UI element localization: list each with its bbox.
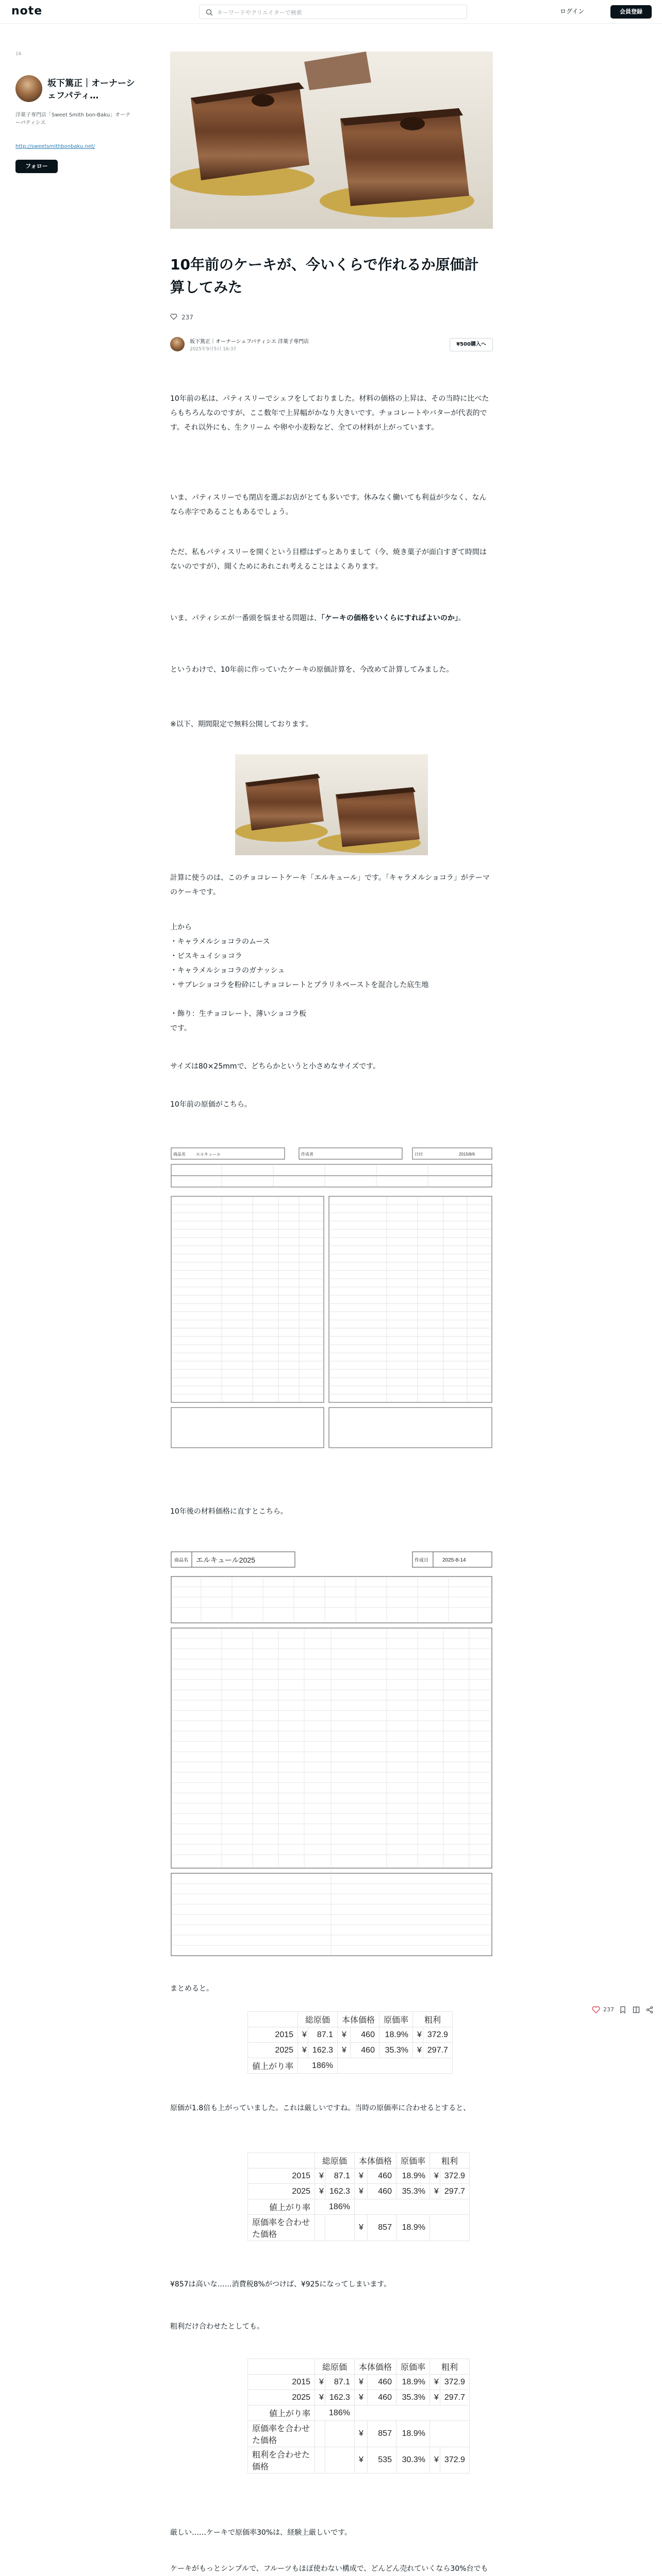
table-cell: 値上がり率 — [248, 2405, 315, 2421]
table-row — [248, 2058, 453, 2074]
table-cell: ¥ — [429, 2390, 440, 2405]
table-cell: 372.9 — [440, 2168, 469, 2184]
table-cell: 2015 — [248, 2027, 298, 2043]
table-cell — [354, 2405, 469, 2421]
table-cell — [325, 2421, 354, 2447]
paragraph-11: 10年後の材料価格に直すとこちら。 — [170, 1507, 288, 1516]
cost-sheet-2015-grid — [170, 1147, 493, 1459]
table-header-cell: 粗利 — [429, 2153, 469, 2168]
table-cell: 18.9% — [396, 2215, 429, 2241]
table-cell: 535 — [368, 2447, 396, 2473]
table-cell — [248, 2012, 298, 2027]
table-cell: 2015 — [248, 2375, 315, 2390]
table-cell: 値上がり率 — [248, 2199, 315, 2215]
paragraph-8-line-5: ・サブレショコラを粉砕にしチョコレートとプラリネペーストを混合した底生地 — [170, 981, 429, 989]
table-header-cell: 原価率 — [379, 2012, 412, 2027]
table-row — [248, 2375, 470, 2390]
table-cell: 857 — [368, 2421, 396, 2447]
table-row — [248, 2199, 470, 2215]
sheet2-date: 2025-8-14 — [442, 1557, 466, 1563]
table-cell: ¥ — [315, 2390, 325, 2405]
table-header-cell: 総原価 — [315, 2153, 355, 2168]
table-row — [248, 2447, 470, 2473]
paragraph-5: というわけで、10年前に作っていたケーキの原価計算を、今改めて計算してみました。 — [170, 666, 454, 674]
table-cell: ¥ — [354, 2375, 367, 2390]
article-author-row — [170, 335, 493, 353]
paragraph-4-a: いま、パティシエが一番頭を悩ませる問題は、 — [170, 614, 321, 622]
table-header-row — [248, 2012, 453, 2027]
sheet1-label-author: 作成者 — [301, 1152, 313, 1157]
table-header-cell: 粗利 — [413, 2012, 453, 2027]
note-logo[interactable]: note — [11, 5, 43, 18]
table-cell: 2025 — [248, 2184, 315, 2199]
heart-icon[interactable] — [592, 2006, 600, 2014]
paragraph-8-line-1: 上から — [170, 923, 192, 931]
table-cell: 35.3% — [396, 2390, 429, 2405]
table-cell: 460 — [368, 2168, 396, 2184]
paragraph-4 — [170, 611, 493, 625]
table-cell: 2015 — [248, 2168, 315, 2184]
bookmark-icon[interactable] — [619, 2006, 627, 2014]
paragraph-9: サイズは80×25mmで、どちらかというと小さめなサイズです。 — [170, 1062, 380, 1071]
table-cell: ¥ — [337, 2043, 350, 2058]
paragraph-16: 厳しい……ケーキで原価率30%は、経験上厳しいです。 — [170, 2529, 352, 2537]
site-header — [0, 0, 662, 24]
paragraph-10: 10年前の原価がこちら。 — [170, 1100, 252, 1109]
floating-actions — [592, 2004, 659, 2016]
table-cell: ¥ — [298, 2027, 308, 2043]
table-cell: ¥ — [429, 2375, 440, 2390]
table-cell: 372.9 — [440, 2447, 469, 2473]
summary-table-1 — [247, 2011, 453, 2074]
signup-button[interactable]: 会員登録 — [610, 5, 652, 19]
article-date: 2025年9月5日 16:37 — [190, 347, 237, 352]
sheet2-label-product: 商品名 — [174, 1557, 189, 1563]
table-header-cell: 粗利 — [429, 2359, 469, 2375]
cost-sheet-2025 — [170, 1551, 493, 1958]
likes-row[interactable] — [170, 313, 193, 321]
share-icon[interactable] — [646, 2006, 654, 2014]
table-cell: 297.7 — [440, 2390, 469, 2405]
table-cell — [248, 2153, 315, 2168]
inline-cake-image — [235, 754, 428, 855]
table-cell: 297.7 — [423, 2043, 452, 2058]
table-cell: ¥ — [429, 2168, 440, 2184]
paragraph-2: いま、パティスリーでも閉店を選ぶお店がとても多いです。休みなく働いても利益が少なく、なんなら赤字であることもあるでしょう。 — [170, 494, 487, 516]
table-cell: ¥ — [298, 2043, 308, 2058]
cake-photo-small — [235, 754, 428, 855]
likes-count: 237 — [181, 314, 193, 321]
table-cell: 186% — [315, 2405, 355, 2421]
table-cell: 35.3% — [396, 2184, 429, 2199]
paragraph-8-line-7: です。 — [170, 1024, 191, 1032]
heart-icon[interactable] — [170, 313, 177, 320]
table-cell: 372.9 — [423, 2027, 452, 2043]
author-mini-avatar[interactable] — [170, 337, 185, 351]
table-cell: 値上がり率 — [248, 2058, 298, 2074]
magazine-icon[interactable] — [632, 2006, 640, 2014]
paragraph-3: ただ、私もパティスリーを開くという目標はずっとありまして（今、焼き菓子が面白すぎて時間はないのですが）、聞くためにあれこれ考えることはよくあります。 — [170, 548, 487, 571]
summary-table-2 — [247, 2153, 470, 2241]
table-cell: 162.3 — [325, 2184, 354, 2199]
sheet1-date: 2015/8/6 — [459, 1152, 475, 1157]
paragraph-17: ケーキがもっとシンプルで、フルーツもほぼ使わない構成で、どんどん売れていくなら30%台でも — [170, 2565, 488, 2573]
table-header-cell: 本体価格 — [354, 2153, 396, 2168]
author-website-link[interactable]: http://sweetsmithbonbaku.net/ — [15, 144, 95, 149]
paragraph-12: まとめると。 — [170, 1985, 213, 1993]
author-name[interactable]: 坂下篤正｜オーナーシェフパティ… — [47, 78, 135, 101]
table-row — [248, 2421, 470, 2447]
table-cell: ¥ — [429, 2447, 440, 2473]
table-cell: ¥ — [413, 2043, 423, 2058]
table-cell — [315, 2447, 325, 2473]
table-row — [248, 2184, 470, 2199]
floating-likes-count: 237 — [603, 2006, 614, 2013]
table-cell: 2025 — [248, 2043, 298, 2058]
summary-table-3 — [247, 2359, 470, 2473]
follow-button[interactable] — [15, 160, 58, 173]
table-cell: 87.1 — [325, 2375, 354, 2390]
table-cell: 18.9% — [396, 2375, 429, 2390]
table-cell: 162.3 — [308, 2043, 337, 2058]
table-cell — [315, 2215, 325, 2241]
table-cell: 162.3 — [325, 2390, 354, 2405]
paragraph-14: ¥857は高いな……消費税8%がつけば、¥925になってしまいます。 — [170, 2280, 391, 2289]
table-cell: ¥ — [429, 2184, 440, 2199]
table-row — [248, 2405, 470, 2421]
search-box[interactable] — [199, 5, 467, 19]
sheet1-product-name: エルキュール — [196, 1152, 221, 1157]
table-cell: 460 — [368, 2375, 396, 2390]
table-cell: 297.7 — [440, 2184, 469, 2199]
table-cell — [337, 2058, 452, 2074]
paragraph-8-line-4: ・キャラメルショコラのガナッシュ — [170, 967, 285, 975]
cake-photo — [170, 52, 493, 229]
sidebar-number: 16 — [15, 52, 22, 57]
cost-sheet-2015 — [170, 1147, 493, 1459]
table-cell: 18.9% — [379, 2027, 412, 2043]
table-cell: 87.1 — [325, 2168, 354, 2184]
sheet1-label-date: 日付 — [415, 1152, 423, 1157]
paragraph-13: 原価が1.8倍も上がっていました。これは厳しいですね。当時の原価率に合わせるとすると、 — [170, 2104, 471, 2112]
paragraph-8-line-2: ・キャラメルショコラのムース — [170, 938, 270, 946]
table-cell: ¥ — [315, 2168, 325, 2184]
table-header-cell: 本体価格 — [354, 2359, 396, 2375]
table-cell — [325, 2215, 354, 2241]
table-header-cell: 本体価格 — [337, 2012, 379, 2027]
table-row — [248, 2215, 470, 2241]
paragraph-7: 計算に使うのは、このチョコレートケーキ「エルキュール」です。「キャラメルショコラ」がテーマのケーキです。 — [170, 874, 490, 896]
table-row — [248, 2027, 453, 2043]
cost-sheet-2025-grid — [170, 1551, 493, 1958]
table-cell: 186% — [315, 2199, 355, 2215]
table-header-cell: 総原価 — [298, 2012, 338, 2027]
paragraph-4-emphasis: 「ケーキの価格をいくらにすればよいのか」 — [321, 614, 458, 622]
paragraph-6: ※以下、期間限定で無料公開しております。 — [170, 720, 313, 728]
table-cell: ¥ — [315, 2375, 325, 2390]
paragraph-8-line-6: ・飾り：生チョコレート、薄いショコラ板 — [170, 1010, 307, 1018]
table-cell: 857 — [368, 2215, 396, 2241]
search-icon — [206, 9, 213, 16]
login-link[interactable]: ログイン — [560, 8, 585, 15]
table-header-cell: 原価率 — [396, 2153, 429, 2168]
author-bio: 洋菓子専門店「Sweet Smith bon-Baku」オーナーパティシエ — [15, 112, 131, 126]
table-cell: 原価率を合わせた価格 — [248, 2215, 315, 2241]
search-input[interactable] — [217, 7, 459, 18]
table-header-row — [248, 2153, 470, 2168]
article-author-name[interactable]: 坂下篤正｜オーナーシェフパティシエ 洋菓子専門店 — [190, 339, 309, 345]
table-cell: 460 — [351, 2043, 379, 2058]
table-cell: 18.9% — [396, 2168, 429, 2184]
table-header-cell: 総原価 — [315, 2359, 355, 2375]
table-cell: 35.3% — [379, 2043, 412, 2058]
table-cell: 460 — [351, 2027, 379, 2043]
buy-button[interactable]: ¥500購入へ — [450, 338, 493, 351]
table-cell — [429, 2421, 469, 2447]
table-cell — [325, 2447, 354, 2473]
table-cell: 粗利を合わせた価格 — [248, 2447, 315, 2473]
article-title: 10年前のケーキが、今いくらで作れるか原価計算してみた — [170, 256, 479, 296]
table-cell — [354, 2199, 469, 2215]
table-cell: ¥ — [354, 2215, 367, 2241]
table-cell: ¥ — [413, 2027, 423, 2043]
sheet2-label-date: 作成日 — [415, 1557, 429, 1563]
author-sidebar — [15, 52, 135, 170]
table-row — [248, 2168, 470, 2184]
table-cell — [315, 2421, 325, 2447]
paragraph-15: 粗利だけ合わせたとしても。 — [170, 2323, 264, 2331]
table-cell: 460 — [368, 2184, 396, 2199]
table-cell: ¥ — [354, 2447, 367, 2473]
table-cell: 30.3% — [396, 2447, 429, 2473]
table-cell: 460 — [368, 2390, 396, 2405]
table-header-row — [248, 2359, 470, 2375]
table-header-cell: 原価率 — [396, 2359, 429, 2375]
table-row — [248, 2043, 453, 2058]
table-cell: 2025 — [248, 2390, 315, 2405]
follow-button-label: フォロー — [25, 163, 48, 170]
hero-cake-image — [170, 52, 493, 229]
table-row — [248, 2390, 470, 2405]
table-cell: ¥ — [354, 2168, 367, 2184]
table-cell: ¥ — [337, 2027, 350, 2043]
paragraph-8-line-3: ・ビスキュイショコラ — [170, 952, 242, 960]
table-cell — [429, 2215, 469, 2241]
author-avatar[interactable] — [15, 75, 42, 102]
table-cell: ¥ — [315, 2184, 325, 2199]
sheet2-product-name: エルキュール2025 — [196, 1556, 255, 1564]
table-cell: 原価率を合わせた価格 — [248, 2421, 315, 2447]
sheet1-label-product: 商品名 — [173, 1152, 186, 1157]
table-cell: 87.1 — [308, 2027, 337, 2043]
paragraph-4-c: 。 — [458, 614, 466, 622]
paragraph-1: 10年前の私は、パティスリーでシェフをしておりました。材料の価格の上昇は、その当時に比べたらもちろんなのですが、ここ数年で上昇幅がかなり大きいです。チョコレートやバターが代表的です。それ以外にも、生クリーム や卵や小麦粉など、全ての材料が上がっています。 — [170, 395, 489, 432]
table-cell — [248, 2359, 315, 2375]
table-cell: ¥ — [354, 2184, 367, 2199]
table-cell: ¥ — [354, 2390, 367, 2405]
table-cell: ¥ — [354, 2421, 367, 2447]
table-cell: 186% — [298, 2058, 338, 2074]
table-cell: 18.9% — [396, 2421, 429, 2447]
table-cell: 372.9 — [440, 2375, 469, 2390]
